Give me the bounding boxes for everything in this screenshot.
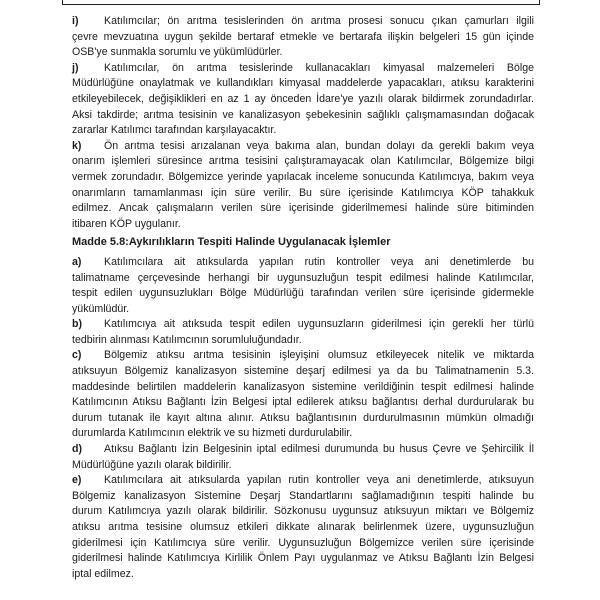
paragraph-line bbox=[72, 201, 534, 217]
paragraph-text: giderilmesi halinde Katılımcıya Kirlilik Önlem Payı uygulanmaz ve Atıksu Bağlantı İzin Belgesi bbox=[72, 552, 534, 565]
paragraph-line bbox=[72, 364, 534, 380]
paragraph-line bbox=[72, 139, 534, 155]
paragraph-line bbox=[72, 333, 534, 349]
top-section bbox=[72, 14, 534, 232]
paragraph-line bbox=[72, 61, 534, 77]
paragraph-text: atıksu arıtma tesisine olumsuz etkileri dikkate alınarak belirlenmek üzere, uygunsuzluğun bbox=[72, 521, 534, 533]
paragraph-text: Katılımcılar, ön arıtma tesislerinde kullanacakları kimyasal malzemeleri Bölge bbox=[104, 61, 534, 74]
paragraph-text: giderilmesi için Katılımcıya süre verilir. Uygunsuzluğun Bölgemizce verilen süre içerisinde bbox=[72, 536, 534, 549]
paragraph-line bbox=[72, 255, 534, 271]
paragraph-label: k) bbox=[72, 139, 82, 152]
paragraph-text: itibaren KÖP uygulanır. bbox=[72, 217, 181, 230]
paragraph-text: onarım işlemleri süresince arıtma tesisini çalıştıramayacak olan Katılımcılar, Bölgemize bilgi bbox=[72, 155, 534, 168]
paragraph-line bbox=[72, 154, 534, 170]
paragraph-line bbox=[72, 317, 534, 333]
paragraph-c bbox=[72, 348, 534, 442]
paragraph-text: Bölgemiz atıksu arıtma tesisinin işleyişini olumsuz etkileyecek nitelik ve miktarda bbox=[104, 349, 534, 362]
paragraph-text: Katılımcının Atıksu Bağlantı İzin Belgesi iptal edilerek atıksu bağlantısı derhal durdurularak bu bbox=[72, 396, 534, 409]
paragraph-text: çevre mevzuatına uygun şekilde bertaraf etmekle ve bertarafa ilişkin belgeleri 15 gün içinde bbox=[72, 30, 534, 43]
paragraph-line bbox=[72, 108, 534, 124]
paragraph-line bbox=[72, 92, 534, 108]
paragraph-text: atıksuyun Bölgemiz kanalizasyon sistemine deşarj edilmesi ya da bu Talimatnamenin 5.3. bbox=[72, 365, 534, 378]
paragraph-line bbox=[72, 380, 534, 396]
paragraph-line bbox=[72, 286, 534, 302]
paragraph-text: yükümlüdür. bbox=[72, 302, 130, 315]
paragraph-line bbox=[72, 14, 534, 30]
paragraph-text: edilmez. Ancak çalışmaların verilen süre içerisinde giderilmemesi halinde süre bitiminden bbox=[72, 202, 534, 215]
paragraph-text: zararlar Katılımcı tarafından karşılayacaktır. bbox=[72, 124, 277, 137]
paragraph-a bbox=[72, 255, 534, 317]
paragraph-text: Müdürlüğüne yazılı olarak bildirilir. bbox=[72, 458, 232, 471]
paragraph-text: tespit edilen uygunsuzlukları Bölge Müdürlüğü tarafından verilen süre içerisinde gidermekle bbox=[72, 287, 534, 300]
paragraph-line bbox=[72, 520, 534, 536]
paragraph-text: Katılımcılar; ön arıtma tesislerinden ön arıtma prosesi sonucu çıkan çamurları ilgili bbox=[104, 15, 534, 27]
paragraph-text: durum Katılımcıya yazılı olarak bildirilir. Sözkonusu uygunsuz atıksuyun miktarı ve Bölgemiz bbox=[72, 505, 534, 518]
paragraph-text: Bölgemiz kanalizasyon Sistemine Deşarj Standartlarını sağlamadığının tespiti halinde bu bbox=[72, 489, 534, 502]
bottom-section bbox=[72, 255, 534, 582]
paragraph-line bbox=[72, 123, 534, 139]
paragraph-line bbox=[72, 442, 534, 458]
paragraph-label: d) bbox=[72, 443, 82, 456]
paragraph-line bbox=[72, 348, 534, 364]
paragraph-line bbox=[72, 458, 534, 474]
paragraph-line bbox=[72, 567, 534, 583]
paragraph-line bbox=[72, 271, 534, 287]
paragraph-line bbox=[72, 76, 534, 92]
paragraph-text: OSB'ye sunmakla sorumlu ve yükümlüdürler. bbox=[72, 46, 283, 59]
paragraph-text: etkileyebilecek, değişiklikleri en az 1 ay önceden İdare'ye yazılı olarak bildirmek zorundadırlar. bbox=[72, 92, 534, 105]
paragraph-label: e) bbox=[72, 474, 82, 487]
paragraph-line bbox=[72, 426, 534, 442]
paragraph-text: Ön arıtma tesisi arızalanan veya bakıma alan, bundan dolayı da gerekli bakım veya bbox=[104, 139, 534, 152]
paragraph-text: Katılımcılara ait atıksularda yapılan rutin kontroller veya ani denetimlerde, atıksuyun bbox=[104, 474, 534, 487]
paragraph-label: b) bbox=[72, 318, 82, 331]
paragraph-line bbox=[72, 473, 534, 489]
paragraph-text: onarımların tamamlanması için süre verilir. Bu süre içerisinde Katılımcıya KÖP tahakkuk bbox=[72, 186, 534, 199]
paragraph-line bbox=[72, 536, 534, 552]
paragraph-text: durum tutanak ile kayıt altına alınır. Atıksu bağlantısının durdurulmasının mümkün olmadığı bbox=[72, 411, 534, 424]
paragraph-text: Katılımcıya ait atıksuda tespit edilen uygunsuzların giderilmesi için gerekli her türlü bbox=[104, 318, 534, 331]
section-heading: Madde 5.8:Aykırılıkların Tespiti Halinde Uygulanacak İşlemler bbox=[72, 236, 391, 249]
paragraph-line bbox=[72, 217, 534, 233]
paragraph-label: i) bbox=[72, 15, 79, 27]
paragraph-j bbox=[72, 61, 534, 139]
paragraph-line bbox=[72, 170, 534, 186]
paragraph-e bbox=[72, 473, 534, 582]
paragraph-text: durumlarda Katılımcının elektrik ve su hizmeti durdurulabilir. bbox=[72, 427, 353, 440]
paragraph-b bbox=[72, 317, 534, 348]
paragraph-text: Aksi takdirde; arıtma tesisinin ve kanalizasyon şebekesinin sağlıklı çalışmamasından doğacak bbox=[72, 108, 534, 121]
paragraph-line bbox=[72, 411, 534, 427]
paragraph-d bbox=[72, 442, 534, 473]
paragraph-line bbox=[72, 504, 534, 520]
paragraph-line bbox=[72, 551, 534, 567]
paragraph-i bbox=[72, 14, 534, 61]
paragraph-line bbox=[72, 30, 534, 46]
paragraph-text: talimatname çerçevesinde herhangi bir uygunsuzluğun tespit edilmesi halinde Katılımcılar, bbox=[72, 271, 534, 284]
paragraph-k bbox=[72, 139, 534, 233]
paragraph-label: a) bbox=[72, 255, 82, 268]
paragraph-text: vermek zorundadır. Bölgemizce yerinde yapılacak inceleme sonucunda Katılımcıya, bakım veya bbox=[72, 170, 534, 183]
paragraph-text: iptal edilmez. bbox=[72, 567, 134, 580]
paragraph-text: Katılımcılara ait atıksularda yapılan rutin kontroller veya ani denetimlerde bu bbox=[104, 255, 534, 268]
paragraph-text: Müdürlüğüne onaylatmak ve kullandıkları kimyasal maddelerde yapacakları, atıksu karakterini bbox=[72, 77, 534, 90]
paragraph-label: c) bbox=[72, 349, 82, 362]
paragraph-line bbox=[72, 395, 534, 411]
document-body bbox=[72, 14, 534, 582]
top-border-box bbox=[62, 0, 540, 5]
paragraph-text: Atıksu Bağlantı İzin Belgesinin iptal edilmesi durumunda bu husus Çevre ve Şehircilik İl bbox=[104, 443, 534, 456]
paragraph-line bbox=[72, 186, 534, 202]
paragraph-line bbox=[72, 489, 534, 505]
paragraph-label: j) bbox=[72, 61, 79, 74]
paragraph-line bbox=[72, 302, 534, 318]
paragraph-line bbox=[72, 45, 534, 61]
paragraph-text: tedbirin alınması Katılımcının sorumluluğundadır. bbox=[72, 333, 302, 346]
paragraph-text: maddesinde belirtilen maddelerin kanalizasyon sistemine verildiğinin tespit edilmesi halinde bbox=[72, 380, 534, 393]
